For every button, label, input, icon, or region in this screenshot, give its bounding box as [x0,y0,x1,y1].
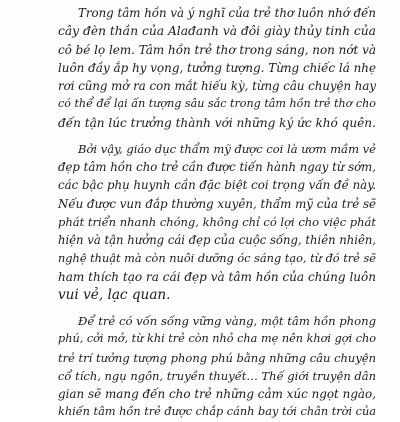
text-line: rơi cũng mở ra con mắt hiếu kỳ, từng câu chuyện hay [58,79,376,93]
paragraph-1 [58,4,376,132]
paragraph-3 [58,312,376,422]
text-line: luôn đầy ắp hy vọng, tưởng tượng. Từng chiếc lá nhẹ [58,60,376,75]
text-line: nghệ thuật mà còn nuôi dưỡng óc sáng tạo, từ đó trẻ sẽ [58,251,376,266]
text-line: đến tận lúc trưởng thành với những ký ức khó quên. [58,115,376,130]
text-line: các bậc phụ huynh cần đặc biệt coi trọng vấn đề này. [58,178,377,193]
paragraph-2 [58,140,376,304]
text-line: cổ tích, ngụ ngôn, truyền thuyết… Thế giới truyện dân [58,368,376,383]
paragraph-spacer [58,304,376,312]
text-line: trẻ trí tưởng tượng phong phú bằng những câu chuyện [58,350,376,365]
text-line: đẹp tâm hồn cho trẻ cần được tiến hành ngay từ sớm, [58,160,377,174]
text-line: phú, cởi mở, từ khi trẻ còn nhỏ cha mẹ nên khơi gợi cho [58,332,377,346]
text-line: khiến tâm hồn trẻ được chắp cánh bay tới chân trời của [58,405,376,419]
text-line: cô bé lọ lem. Tâm hồn trẻ thơ trong sáng, non nớt và [58,42,376,57]
text-line: vui vẻ, lạc quan. [58,286,171,303]
text-line: Để trẻ có vốn sống vững vàng, một tâm hồn phong [78,314,376,328]
text-line: có thể để lại ấn tượng sâu sắc trong tâm hồn trẻ thơ cho [58,97,376,111]
paragraph-spacer [58,132,376,140]
text-line: gian sẽ mang đến cho trẻ những cảm xúc ngọt ngào, [58,387,376,401]
text-line: Bởi vậy, giáo dục thẩm mỹ được coi là ươm mầm vẻ [78,141,376,156]
body-text [58,4,376,422]
text-line: Nếu được vun đắp thường xuyên, thẩm mỹ của trẻ sẽ [58,196,377,211]
text-line: ham thích tạo ra cái đẹp và tâm hồn của chúng luôn [58,269,376,284]
text-line: phát triển nhanh chóng, không chỉ có lợi cho việc phát [58,214,376,229]
text-line: cây đèn thần của Alađanh và đôi giày thủy tinh của [58,24,376,39]
text-line: hiện và tận hưởng cái đẹp của cuộc sống, thiên nhiên, [58,233,376,247]
text-line: Trong tâm hồn và ý nghĩ của trẻ thơ luôn nhớ đến [78,6,376,20]
